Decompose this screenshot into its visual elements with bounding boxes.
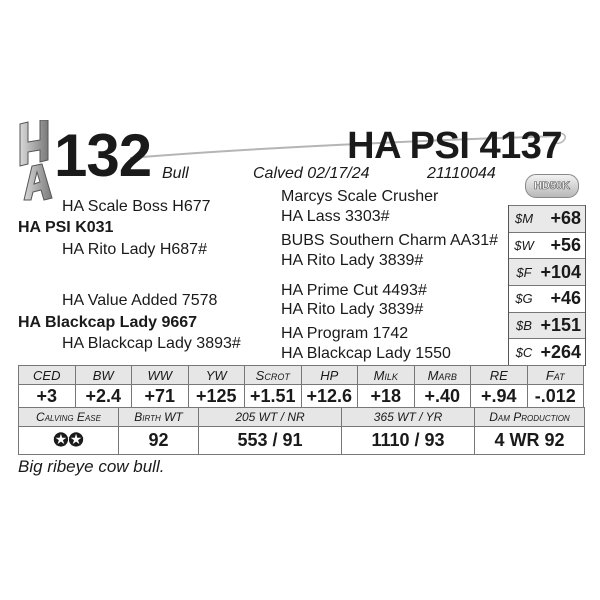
epd-value: +125 (188, 385, 245, 408)
index-row-m: $M +68 (509, 205, 585, 232)
index-row-g: $G +46 (509, 285, 585, 312)
index-row-b: $B +151 (509, 312, 585, 339)
index-row-c: $C +264 (509, 338, 585, 365)
sex-label: Bull (162, 165, 189, 182)
index-row-w: $W +56 (509, 232, 585, 259)
index-box (508, 205, 586, 366)
performance-table (18, 407, 585, 455)
wt205-label: 205 WT / NR (199, 408, 342, 427)
epd-label-row (19, 366, 584, 385)
epd-value: +.40 (414, 385, 471, 408)
epd-value-row (19, 385, 584, 408)
wt365-label: 365 WT / YR (342, 408, 475, 427)
epd-label: Marb (414, 366, 471, 385)
epd-label: YW (188, 366, 245, 385)
epd-value: +3 (19, 385, 76, 408)
dam-dam: HA Blackcap Lady 3893# (62, 335, 241, 352)
epd-value: +1.51 (245, 385, 302, 408)
performance-value-row (19, 427, 585, 455)
epd-label: WW (132, 366, 189, 385)
epd-value: +12.6 (301, 385, 358, 408)
index-row-f: $F +104 (509, 258, 585, 285)
pedigree-right-7: HA Program 1742 (281, 325, 409, 342)
pedigree-right-6: HA Rito Lady 3839# (281, 301, 424, 318)
epd-value: +2.4 (75, 385, 132, 408)
registration-number: 21110044 (427, 165, 496, 182)
dam: HA Blackcap Lady 9667 (18, 314, 198, 331)
birth-wt-label: Birth WT (119, 408, 199, 427)
birth-wt-value: 92 (119, 427, 199, 455)
epd-label: Fat (527, 366, 584, 385)
sire-dam: HA Rito Lady H687# (62, 241, 207, 258)
pedigree-right-3: BUBS Southern Charm AA31# (281, 232, 499, 249)
epd-label: Milk (358, 366, 415, 385)
genomic-badge: HD50K (525, 174, 579, 198)
wt365-value: 1110 / 93 (342, 427, 475, 455)
dam-production-label: Dam Production (475, 408, 585, 427)
calving-ease-icon: ✪✪ (19, 427, 119, 455)
dam-production-value: 4 WR 92 (475, 427, 585, 455)
pedigree-right-5: HA Prime Cut 4493# (281, 282, 427, 299)
ha-brand-icon (18, 120, 58, 202)
wt205-value: 553 / 91 (199, 427, 342, 455)
dam-sire: HA Value Added 7578 (62, 292, 218, 309)
comment-text: Big ribeye cow bull. (18, 457, 165, 476)
sire: HA PSI K031 (18, 219, 114, 236)
calving-ease-label: Calving Ease (19, 408, 119, 427)
animal-name: HA PSI 4137 (347, 125, 562, 167)
lot-number: 132 (54, 122, 152, 189)
epd-label: CED (19, 366, 76, 385)
calved-date: Calved 02/17/24 (253, 165, 370, 182)
epd-value: +.94 (471, 385, 528, 408)
pedigree-right-1: Marcys Scale Crusher (281, 188, 439, 205)
epd-value: +71 (132, 385, 189, 408)
epd-label: HP (301, 366, 358, 385)
pedigree-right-2: HA Lass 3303# (281, 208, 390, 225)
sire-sire: HA Scale Boss H677 (62, 198, 211, 215)
epd-table (18, 365, 584, 408)
epd-label: RE (471, 366, 528, 385)
pedigree-right-8: HA Blackcap Lady 1550 (281, 345, 451, 362)
epd-value: +18 (358, 385, 415, 408)
epd-value: -.012 (527, 385, 584, 408)
pedigree-right-4: HA Rito Lady 3839# (281, 252, 424, 269)
epd-label: Scrot (245, 366, 302, 385)
epd-label: BW (75, 366, 132, 385)
performance-label-row (19, 408, 585, 427)
